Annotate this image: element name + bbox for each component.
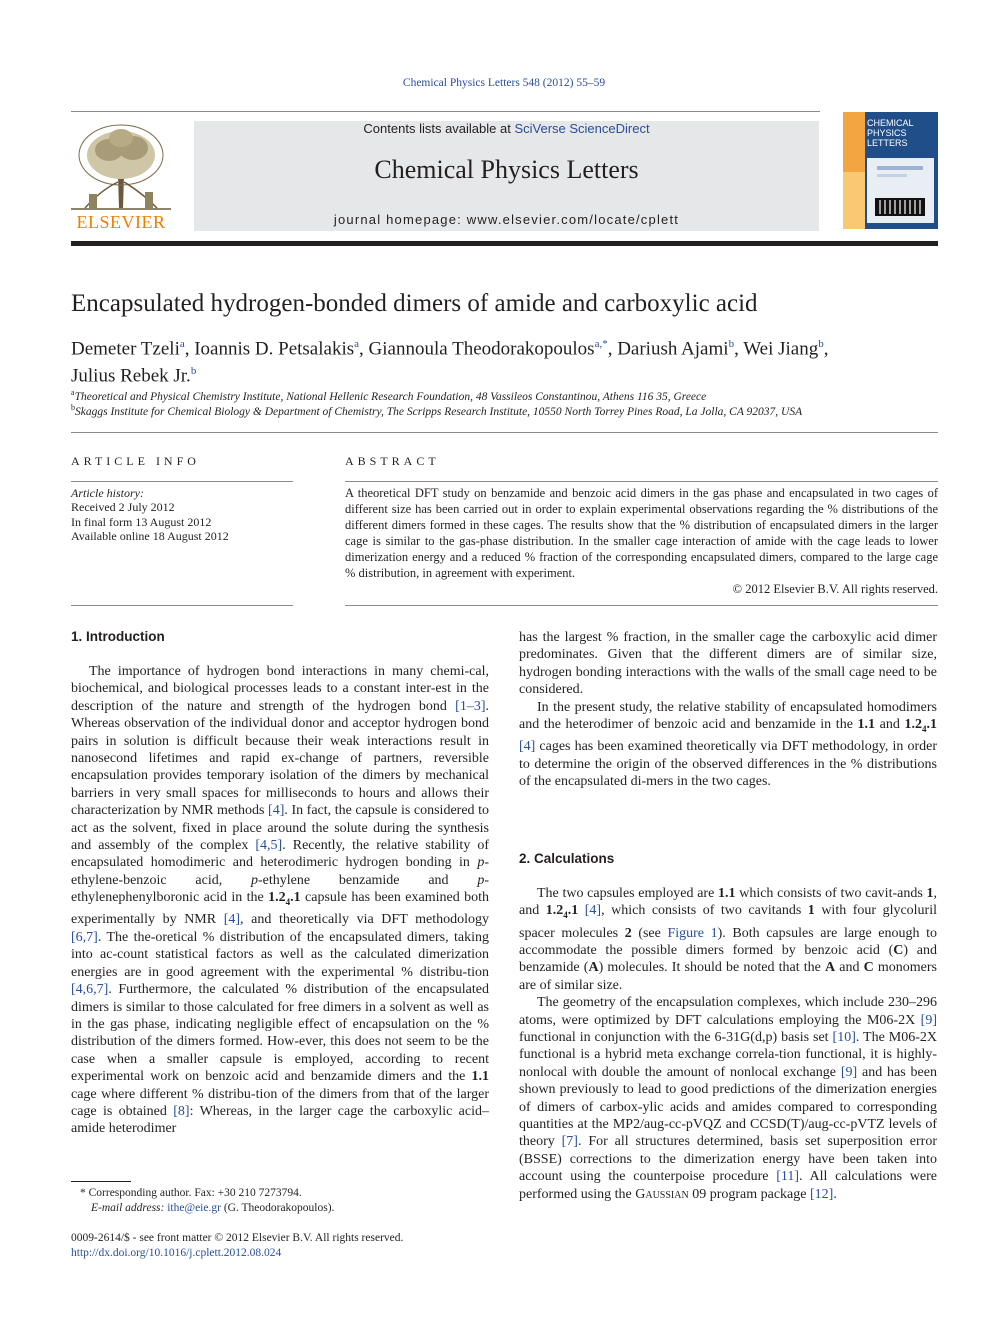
- affiliation-mark[interactable]: a,*: [594, 338, 608, 350]
- affiliation-text: Theoretical and Physical Chemistry Institute, National Hellenic Research Foundation, 48 Vassileos Constantinou, Athens 116 35, Greece: [74, 390, 707, 403]
- history-revised: In final form 13 August 2012: [71, 514, 212, 529]
- author-name[interactable]: Demeter Tzeli: [71, 338, 180, 360]
- author-name[interactable]: Wei Jiang: [743, 338, 819, 360]
- calculations-heading: 2. Calculations: [519, 851, 615, 866]
- corresponding-text: Corresponding author. Fax: +30 210 7273794.: [88, 1187, 302, 1199]
- affiliation-label: a: [71, 388, 75, 397]
- corresponding-footnote: [80, 1186, 302, 1201]
- journal-title: Chemical Physics Letters: [374, 155, 639, 184]
- email-link[interactable]: ithe@eie.gr: [167, 1202, 221, 1214]
- email-owner: (G. Theodorakopoulos).: [223, 1202, 335, 1214]
- article-title: Encapsulated hydrogen-bonded dimers of amide and carboxylic acid: [71, 290, 758, 317]
- cover-title-line: CHEMICAL: [867, 118, 914, 128]
- email-label: E-mail address:: [91, 1202, 165, 1214]
- affiliation-mark[interactable]: b: [728, 338, 735, 350]
- history-received: Received 2 July 2012: [71, 500, 175, 515]
- introduction-continued: has the largest % fraction, in the smaller cage the carboxylic acid dimer predominates. Given that the different dimers are of similar size, hydrogen bonding interactions with the walls of the small cage need to be considered. In the present study, the relative stability of encapsulated homodimers and the heterodimer of benzoic acid and benzamide in the 1.1 and $1.2_4.1$ [4] cages has been examined theoretically via DFT methodology, in order to determine the origin of the observed differences in the % distributions of the encapsulated di-mers in the two cages.: [519, 630, 937, 790]
- article-history: [71, 486, 229, 544]
- info-rule: [71, 481, 293, 482]
- author-line: [71, 333, 938, 360]
- journal-cover-image[interactable]: [843, 112, 938, 229]
- author-separator: ,: [184, 338, 195, 360]
- footnote-rule: [71, 1181, 131, 1182]
- header-rule: [71, 111, 820, 112]
- cover-title-line: LETTERS: [867, 138, 908, 148]
- header-thick-rule: [71, 241, 938, 246]
- contents-line: [194, 121, 819, 136]
- cover-panel: [867, 158, 934, 223]
- cover-title: [867, 118, 914, 148]
- author-separator: ,: [734, 338, 744, 360]
- journal-citation[interactable]: Chemical Physics Letters 548 (2012) 55–59: [402, 77, 606, 89]
- calculations-body: The two capsules employed are 1.1 which consists of two cavit-ands 1, and $1.2_4.1$ [4], which consists of two cavitands 1 with four glycoluril spacer molecules 2 (see Figure 1). Both capsules are large enough to accommodate the possible dimers formed by benzoic acid (C) and benzamide (A) molecules. It should be noted that the A and C monomers are of similar size. The geometry of the encapsulation complexes, which include 230–296 atoms, were optimized by DFT calculations employing the M06-2X [9] functional in conjunction with the 6-31G(d,p) basis set [10]. The M06-2X functional is a hybrid meta exchange correla-tion functional, it is highly-nonlocal with double the amount of nonlocal exchange [9] and has been shown previously to lead to good predictions of the dimerization energies of dimers of carbox-ylic acids and amides compared to corresponding quantities at the MP2/aug-cc-pVQZ and CCSD(T)/aug-cc-pVTZ levels of theory [7]. For all structures determined, basis set superposition error (BSSE) corrections to the dimerization energy have been taken into account using the counterpoise procedure [11]. All calculations were performed using the Gaussian 09 program package [12].: [519, 886, 938, 1202]
- abstract-text: [345, 485, 938, 597]
- affiliation-a: [71, 388, 706, 403]
- article-info-heading: ARTICLE INFO: [71, 454, 200, 468]
- abstract-heading: ABSTRACT: [345, 454, 440, 468]
- abstract-bottom-rule: [345, 605, 938, 606]
- author-separator: ,: [607, 338, 618, 360]
- info-bottom-rule: [71, 605, 293, 606]
- introduction-heading: 1. Introduction: [71, 629, 165, 644]
- history-label: Article history:: [71, 486, 144, 500]
- sciencedirect-link[interactable]: SciVerse ScienceDirect: [514, 121, 650, 136]
- introduction-body: The importance of hydrogen bond interactions in many chemi-cal, biochemical, and biological processes leads to a constant inter-est in the description of the nature and strength of the hydrogen bond [1–3]. Whereas observation of the individual donor and acceptor hydrogen bond pairs in solution is difficult because their weak interactions result in nanosecond lifetimes and rapid ex-change of partners, reversible encapsulation provides temporary isolation of the dimers by mechanical barriers in very small spaces for milliseconds to hours and allows their characterization by NMR methods [4]. In fact, the capsule is considered to act as the solvent, fixed in place around the solute during the synthesis and assembly of the complex [4,5]. Recently, the relative stability of encapsulated homodimeric and heterodimeric hydrogen bonding in p-ethylene-benzoic acid, p-ethylene benzamide and p-ethylenephenylboronic acid in the $1.2_4.1$ capsule has been examined both experimentally by NMR [4], and theoretically via DFT methodology [6,7]. The the-oretical % distribution of the encapsulated dimers, taking into ac-count statistical factors as well as the calculated dimerization energies are in good agreement with the experimental % distribu-tion [4,6,7]. Furthermore, the calculated % distribution of the encapsulated dimers is similar to those calculated for free dimers in a solvent as well as in the gas phase, indicating negligible effect of encapsulation on the % distribution of the dimers formed. How-ever, this does not seem to be the case when a smaller capsule is employed, according to recent experimental work on benzoic acid and benzamide dimers and the 1.1 cage where different % distribu-tion of the dimers from that of the larger cage is obtained [8]: Whereas, in the larger cage the carboxylic acid–amide heterodimer: [71, 664, 490, 1137]
- author-separator: ,: [823, 338, 829, 360]
- affiliation-label: b: [71, 403, 75, 412]
- author-separator: ,: [359, 338, 369, 360]
- abstract-body: A theoretical DFT study on benzamide and benzoic acid dimers in the gas phase and encapsulated in two cages of different size has been carried out in order to explain experimental observations regarding the % distributions of the different dimers formed in these cages. The results show that the % distribution of encapsulated dimers in the larger cage is similar to the gas-phase distribution. In the smaller cage interaction of amide with the cage leads to lower dimerization energy and a reduced % fraction of the corresponding encapsulated dimers, compared to the large cage % distribution, in agreement with experiment.: [345, 486, 938, 580]
- abstract-copyright: © 2012 Elsevier B.V. All rights reserved.: [732, 582, 938, 596]
- abstract-rule: [345, 481, 938, 482]
- publisher-name: ELSEVIER: [76, 212, 166, 232]
- author-name[interactable]: Ioannis D. Petsalakis: [194, 338, 355, 360]
- history-online: Available online 18 August 2012: [71, 529, 229, 544]
- email-footnote: [91, 1201, 334, 1216]
- affiliation-mark[interactable]: a: [354, 338, 360, 350]
- affiliation-mark[interactable]: a: [179, 338, 185, 350]
- journal-homepage[interactable]: journal homepage: www.elsevier.com/locate/cplett: [333, 212, 680, 227]
- affiliation-mark[interactable]: b: [818, 338, 824, 350]
- affiliation-b: [71, 403, 802, 418]
- contents-prefix: Contents lists available at: [363, 121, 515, 136]
- cover-title-line: PHYSICS: [867, 128, 907, 138]
- author-name[interactable]: Dariush Ajami: [617, 338, 729, 360]
- author-name[interactable]: Giannoula Theodorakopoulos: [368, 338, 595, 360]
- footnote-asterisk: *: [80, 1187, 89, 1199]
- section-rule: [71, 432, 938, 433]
- doi-link[interactable]: http://dx.doi.org/10.1016/j.cplett.2012.08.024: [71, 1247, 282, 1259]
- affiliation-text: Skaggs Institute for Chemical Biology & Department of Chemistry, The Scripps Research Institute, 10550 North Torrey Pines Road, La Jolla, CA 92037, USA: [75, 405, 803, 418]
- issn-line: 0009-2614/$ - see front matter © 2012 Elsevier B.V. All rights reserved.: [71, 1232, 404, 1244]
- author-list: [71, 333, 938, 388]
- author-line: [71, 360, 938, 387]
- cover-stripe-light: [843, 172, 865, 229]
- affiliation-mark[interactable]: b: [190, 365, 197, 378]
- author-name[interactable]: Julius Rebek Jr.: [71, 365, 191, 387]
